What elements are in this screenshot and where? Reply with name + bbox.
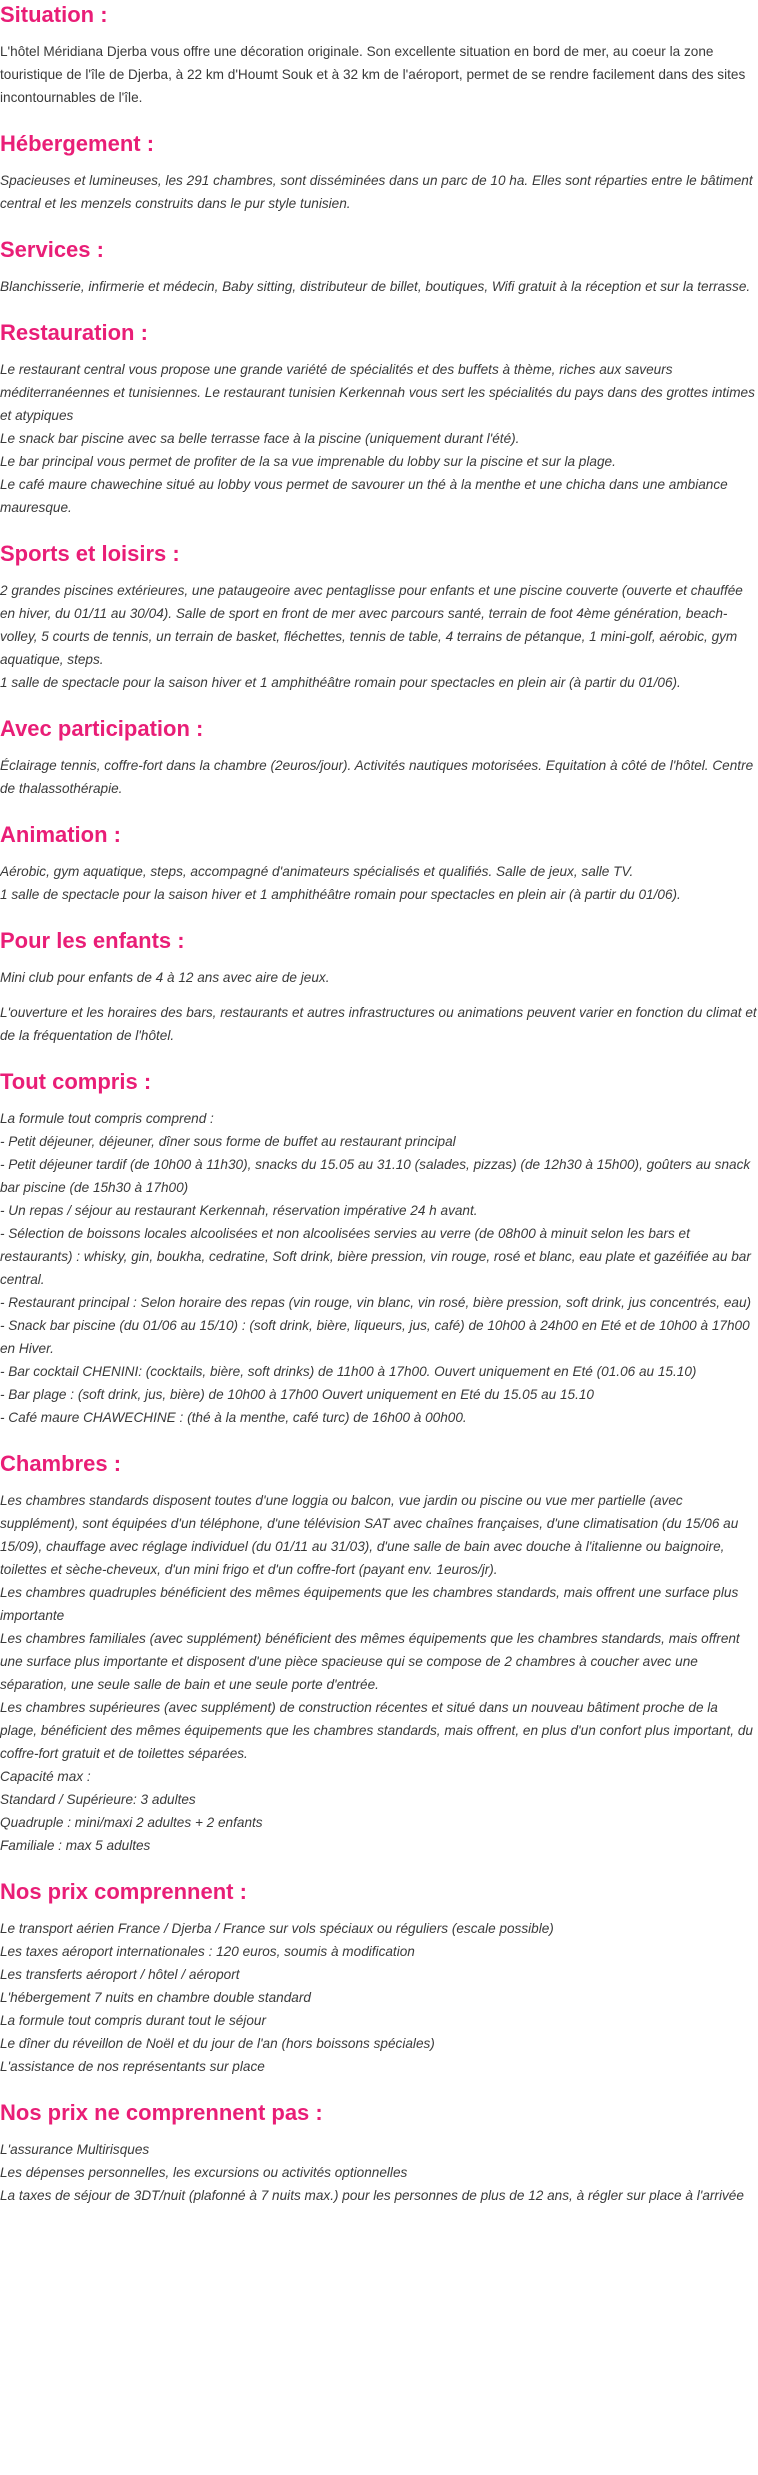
- section-prix-ne-comprennent-pas: [0, 2100, 758, 2207]
- text-line: Blanchisserie, infirmerie et médecin, Baby sitting, distributeur de billet, boutiques, Wifi gratuit à la réception et sur la terrasse.: [0, 279, 751, 294]
- text-line: Les chambres familiales (avec supplément) bénéficient des mêmes équipements que les chambres standards, mais offrent une surface plus importante et disposent d'une pièce spacieuse qui se compose de 2 chambres à coucher avec une séparation, une seule salle de bain et une seule porte d'entrée.: [0, 1631, 740, 1692]
- section-heading: Services :: [0, 237, 104, 262]
- text-line: - Un repas / séjour au restaurant Kerkennah, réservation impérative 24 h avant.: [0, 1203, 478, 1218]
- text-line: 1 salle de spectacle pour la saison hiver et 1 amphithéâtre romain pour spectacles en plein air (à partir du 01/06).: [0, 887, 681, 902]
- section-text: [0, 2138, 758, 2207]
- text-line: 1 salle de spectacle pour la saison hiver et 1 amphithéâtre romain pour spectacles en plein air (à partir du 01/06).: [0, 675, 681, 690]
- section-text: [0, 275, 758, 298]
- text-line: La formule tout compris durant tout le séjour: [0, 2013, 266, 2028]
- section-text: [0, 358, 758, 519]
- section-text: [0, 169, 758, 215]
- text-line: Le dîner du réveillon de Noël et du jour de l'an (hors boissons spéciales): [0, 2036, 435, 2051]
- section-text: [0, 860, 758, 906]
- text-line: L'hôtel Méridiana Djerba vous offre une décoration originale. Son excellente situation en bord de mer, au coeur la zone touristique de l'île de Djerba, à 22 km d'Houmt Souk et à 32 km de l'aéroport, permet de se rendre facilement dans des sites incontournables de l'île.: [0, 44, 746, 105]
- section-restauration: [0, 320, 758, 519]
- text-line: La formule tout compris comprend :: [0, 1111, 214, 1126]
- text-line: - Bar cocktail CHENINI: (cocktails, bière, soft drinks) de 11h00 à 17h00. Ouvert uniquement en Eté (01.06 au 15.10): [0, 1364, 697, 1379]
- section-heading: Sports et loisirs :: [0, 541, 180, 566]
- section-heading: Situation :: [0, 2, 108, 27]
- text-line: Mini club pour enfants de 4 à 12 ans avec aire de jeux.: [0, 970, 330, 985]
- section-text: [0, 1489, 758, 1857]
- text-line: La taxes de séjour de 3DT/nuit (plafonné à 7 nuits max.) pour les personnes de plus de 12 ans, à régler sur place à l'arrivée: [0, 2188, 744, 2203]
- section-note: L'ouverture et les horaires des bars, restaurants et autres infrastructures ou animations peuvent varier en fonction du climat et de la fréquentation de l'hôtel.: [0, 1005, 757, 1043]
- section-heading: Pour les enfants :: [0, 928, 185, 953]
- text-line: - Café maure CHAWECHINE : (thé à la menthe, café turc) de 16h00 à 00h00.: [0, 1410, 467, 1425]
- text-line: Éclairage tennis, coffre-fort dans la chambre (2euros/jour). Activités nautiques motorisées. Equitation à côté de l'hôtel. Centre de thalassothérapie.: [0, 758, 754, 796]
- section-services: [0, 237, 758, 298]
- section-text: [0, 1107, 758, 1429]
- text-line: - Petit déjeuner, déjeuner, dîner sous forme de buffet au restaurant principal: [0, 1134, 456, 1149]
- text-line: Les transferts aéroport / hôtel / aéroport: [0, 1967, 240, 1982]
- text-line: Les taxes aéroport internationales : 120 euros, soumis à modification: [0, 1944, 415, 1959]
- text-line: Le restaurant central vous propose une grande variété de spécialités et des buffets à thème, riches aux saveurs méditerranéennes et tunisiennes. Le restaurant tunisien Kerkennah vous sert les spécialités du pays dans des grottes intimes et atypiques: [0, 362, 755, 423]
- section-heading: Nos prix comprennent :: [0, 1879, 247, 1904]
- section-enfants: [0, 928, 758, 1047]
- text-line: Capacité max :: [0, 1769, 91, 1784]
- section-text: [0, 966, 758, 989]
- text-line: Les chambres standards disposent toutes d'une loggia ou balcon, vue jardin ou piscine ou vue mer partielle (avec supplément), sont équipées d'un téléphone, d'une télévision SAT avec chaînes françaises, d'une climatisation (du 15/06 au 15/09), chauffage avec réglage individuel (du 01/11 au 31/03), d'une salle de bain avec douche à l'italienne ou baignoire, toilettes et sèche-cheveux, d'un mini frigo et d'un coffre-fort (payant env. 1euros/jr).: [0, 1493, 739, 1577]
- section-situation: [0, 0, 758, 109]
- text-line: Les chambres supérieures (avec supplément) de construction récentes et situé dans un nouveau bâtiment proche de la plage, bénéficient des mêmes équipements que les chambres standards, mais offrent, en plus d'un confort plus important, du coffre-fort gratuit et de toilettes séparées.: [0, 1700, 753, 1761]
- text-line: - Sélection de boissons locales alcoolisées et non alcoolisées servies au verre (de 08h00 à minuit selon les bars et restaurants) : whisky, gin, boukha, cedratine, Soft drink, bière pression, vin rouge, rosé et blanc, eau plate et gazéifiée au bar central.: [0, 1226, 751, 1287]
- section-participation: [0, 716, 758, 800]
- section-heading: Hébergement :: [0, 131, 155, 156]
- section-heading: Animation :: [0, 822, 121, 847]
- section-text: [0, 579, 758, 694]
- text-line: Le transport aérien France / Djerba / France sur vols spéciaux ou réguliers (escale possible): [0, 1921, 554, 1936]
- text-line: Les chambres quadruples bénéficient des mêmes équipements que les chambres standards, mais offrent une surface plus importante: [0, 1585, 739, 1623]
- text-line: Le bar principal vous permet de profiter de la sa vue imprenable du lobby sur la piscine et sur la plage.: [0, 454, 616, 469]
- section-sports: [0, 541, 758, 694]
- text-line: Aérobic, gym aquatique, steps, accompagné d'animateurs spécialisés et qualifiés. Salle de jeux, salle TV.: [0, 864, 634, 879]
- section-heading: Nos prix ne comprennent pas :: [0, 2100, 323, 2125]
- text-line: Les dépenses personnelles, les excursions ou activités optionnelles: [0, 2165, 408, 2180]
- section-prix-comprennent: [0, 1879, 758, 2078]
- section-tout-compris: [0, 1069, 758, 1429]
- section-animation: [0, 822, 758, 906]
- text-line: Le café maure chawechine situé au lobby vous permet de savourer un thé à la menthe et une chicha dans une ambiance mauresque.: [0, 477, 728, 515]
- text-line: L'assurance Multirisques: [0, 2142, 150, 2157]
- section-heading: Chambres :: [0, 1451, 122, 1476]
- section-heading: Avec participation :: [0, 716, 204, 741]
- section-chambres: [0, 1451, 758, 1857]
- text-line: Quadruple : mini/maxi 2 adultes + 2 enfants: [0, 1815, 263, 1830]
- section-hebergement: [0, 131, 758, 215]
- text-line: - Snack bar piscine (du 01/06 au 15/10) : (soft drink, bière, liqueurs, jus, café) de 10h00 à 24h00 en Eté et de 10h00 à 17h00 en Hiver.: [0, 1318, 750, 1356]
- text-line: - Restaurant principal : Selon horaire des repas (vin rouge, vin blanc, vin rosé, bière pression, soft drink, jus concentrés, eau): [0, 1295, 752, 1310]
- text-line: - Petit déjeuner tardif (de 10h00 à 11h30), snacks du 15.05 au 31.10 (salades, pizzas) (de 12h30 à 15h00), goûters au snack bar piscine (de 15h30 à 17h00): [0, 1157, 751, 1195]
- text-line: Familiale : max 5 adultes: [0, 1838, 151, 1853]
- section-text: [0, 754, 758, 800]
- text-line: Le snack bar piscine avec sa belle terrasse face à la piscine (uniquement durant l'été).: [0, 431, 520, 446]
- section-text: [0, 1917, 758, 2078]
- section-text: [0, 40, 758, 109]
- text-line: - Bar plage : (soft drink, jus, bière) de 10h00 à 17h00 Ouvert uniquement en Eté du 15.05 au 15.10: [0, 1387, 594, 1402]
- text-line: L'assistance de nos représentants sur place: [0, 2059, 265, 2074]
- text-line: Standard / Supérieure: 3 adultes: [0, 1792, 196, 1807]
- text-line: L'hébergement 7 nuits en chambre double standard: [0, 1990, 311, 2005]
- text-line: Spacieuses et lumineuses, les 291 chambres, sont disséminées dans un parc de 10 ha. Elles sont réparties entre le bâtiment central et les menzels construits dans le pur style tunisien.: [0, 173, 753, 211]
- text-line: 2 grandes piscines extérieures, une pataugeoire avec pentaglisse pour enfants et une piscine couverte (ouverte et chauffée en hiver, du 01/11 au 30/04). Salle de sport en front de mer avec parcours santé, terrain de foot 4ème génération, beach-volley, 5 courts de tennis, un terrain de basket, fléchettes, tennis de table, 4 terrains de pétanque, 1 mini-golf, aérobic, gym aquatique, steps.: [0, 583, 743, 667]
- section-heading: Restauration :: [0, 320, 148, 345]
- section-heading: Tout compris :: [0, 1069, 152, 1094]
